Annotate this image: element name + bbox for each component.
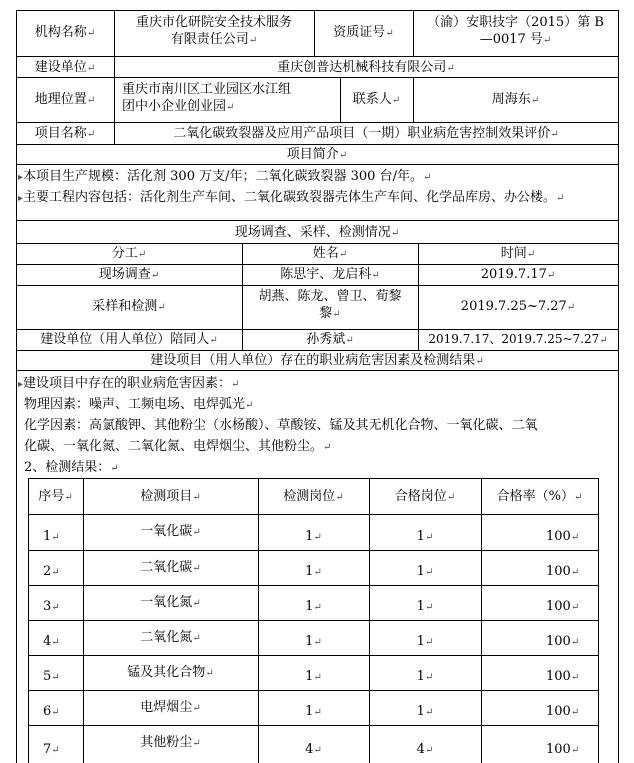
results-cell-no-text: 4 [43,634,52,649]
builder-label [16,59,114,77]
location-label [16,91,114,109]
paragraph-mark: ↵ [424,707,434,718]
hazard-chemical-1 [24,417,538,434]
project-value [114,125,618,143]
survey-row-2-work-text: 采样和检测 [92,299,158,314]
results-cell-rate-text: 100 [546,742,571,757]
rule [16,243,618,244]
paragraph-mark: ↵ [570,707,580,718]
project-label-text: 项目名称 [34,126,87,141]
results-header-no-text: 序号 [38,489,65,504]
results-header-no [28,488,83,506]
paragraph-mark: ↵ [313,672,322,683]
results-cell-rate [481,598,598,616]
rule [28,514,598,515]
paragraph-mark: ↵ [599,335,608,346]
paragraph-mark: ↵ [313,745,322,756]
rule [598,478,599,763]
paragraph-mark: ↵ [192,492,201,503]
results-cell-no [28,598,83,616]
intro-line-2-text: 主要工程内容包括：活化剂生产车间、二氧化碳致裂器壳体生产车间、化学品库房、办公楼。 [23,190,557,205]
results-header-item-text: 检测项目 [140,489,193,504]
results-cell-rate-text: 100 [546,599,571,614]
intro-heading-text: 项目简介 [286,147,339,162]
paragraph-mark: ↵ [475,356,484,367]
results-cell-qualified [369,563,481,581]
paragraph-mark: ↵ [446,63,455,74]
bullet-marker: ▸ [18,193,24,204]
results-cell-qualified-text: 1 [416,634,425,649]
contact-label [340,91,413,109]
survey-row-3-name-text: 孙秀斌 [306,332,346,347]
intro-heading [16,146,618,164]
paragraph-mark: ↵ [573,492,583,503]
results-cell-item-text: 一氧化氮 [140,595,193,610]
results-cell-qualified [369,703,481,721]
intro-line-1-text: 本项目生产规模：活化剂 300 万支/年；二氧化碳致裂器 300 台/年。 [23,169,423,184]
hazard-heading-text: 建设项目（用人单位）存在的职业病危害因素及检测结果 [150,353,476,368]
results-cell-tested [258,741,369,759]
results-cell-tested-text: 1 [305,634,314,649]
results-cell-tested-text: 1 [305,529,314,544]
paragraph-mark: ↵ [313,602,322,613]
survey-col-work [16,245,242,263]
rule [28,620,598,621]
results-cell-item [83,664,258,682]
rule [16,264,618,265]
rule [16,164,618,165]
results-cell-qualified [369,668,481,686]
results-cell-tested [258,703,369,721]
results-cell-no [28,703,83,721]
survey-row-2-name [242,288,418,323]
results-cell-item-text: 二氧化氮 [140,630,193,645]
qual-label [314,24,413,42]
results-cell-rate [481,741,598,759]
results-cell-item [83,629,258,647]
survey-row-3-work [16,331,242,349]
survey-col-name-text: 姓名 [312,246,339,261]
rule [16,10,618,11]
paragraph-mark: ↵ [51,532,60,543]
results-cell-tested [258,598,369,616]
rule [16,77,618,78]
results-cell-item-text: 一氧化碳 [140,524,193,539]
survey-col-work-text: 分工 [111,246,138,261]
rule [16,220,618,221]
hazard-chemical-line-2: 化碳、一氧化氮、二氧化氮、电焊烟尘、其他粉尘。 [24,439,324,454]
results-cell-rate [481,668,598,686]
results-header-tested-text: 检测岗位 [283,489,336,504]
paragraph-mark: ↵ [51,602,60,613]
paragraph-mark: ↵ [192,527,201,538]
results-cell-no-text: 6 [43,704,52,719]
results-header-rate-text: 合格率（%） [496,489,574,504]
survey-row-2-time-text: 2019.7.25~7.27 [460,299,567,314]
paragraph-mark: ↵ [422,172,432,183]
location-value [122,81,336,116]
results-cell-tested [258,633,369,651]
paragraph-mark: ↵ [51,707,60,718]
results-cell-tested-text: 1 [305,599,314,614]
contact-label-text: 联系人 [352,92,392,107]
paragraph-mark: ↵ [192,738,201,749]
results-cell-tested-text: 1 [305,564,314,579]
paragraph-mark: ↵ [51,637,60,648]
results-cell-no [28,563,83,581]
org-line-2: 有限责任公司 [170,32,249,47]
hazard-chemical-2 [24,438,331,456]
location-line-1: 重庆市南川区工业园区水江组 [122,82,292,97]
paragraph-mark: ↵ [86,95,96,106]
results-cell-qualified-text: 1 [416,704,425,719]
paragraph-mark: ↵ [556,193,565,204]
contact-value [413,91,618,109]
paragraph-mark: ↵ [424,602,434,613]
survey-row-1-work-text: 现场调查 [98,267,151,282]
org-label-text: 机构名称 [34,25,87,40]
results-cell-rate [481,563,598,581]
builder-value [114,59,618,77]
results-cell-tested [258,528,369,546]
paragraph-mark: ↵ [530,95,540,106]
survey-col-name [242,245,418,263]
paragraph-mark: ↵ [446,492,456,503]
survey-row-1-name-text: 陈思宇、龙启科 [280,267,372,282]
paragraph-mark: ↵ [313,637,322,648]
paragraph-mark: ↵ [51,672,60,683]
results-cell-tested [258,668,369,686]
paragraph-mark: ↵ [150,270,160,281]
hazard-physical [24,396,253,414]
paragraph-mark: ↵ [313,567,322,578]
rule [16,122,618,123]
builder-value-text: 重庆创普达机械科技有限公司 [277,60,447,75]
results-header-tested [258,488,369,506]
rule [16,56,618,57]
results-cell-item-text: 锰及其化合物 [127,665,206,680]
results-header-rate [481,488,598,506]
rule [16,144,618,145]
survey-row-3-time [418,331,618,349]
results-cell-no-text: 1 [43,529,52,544]
results-cell-no [28,741,83,759]
results-cell-item [83,699,258,717]
results-cell-qualified [369,741,481,759]
bullet-marker: ▸ [18,379,24,390]
location-line-2: 团中小企业创业园 [122,99,227,114]
results-cell-tested-text: 1 [305,669,314,684]
project-label [16,125,114,143]
rule [16,350,618,351]
paragraph-mark: ↵ [335,492,344,503]
paragraph-mark: ↵ [570,745,580,756]
results-header-qualified [369,488,481,506]
results-cell-qualified [369,633,481,651]
paragraph-mark: ↵ [424,745,434,756]
intro-line-2 [18,189,564,207]
results-cell-rate-text: 100 [546,529,571,544]
qual-value [413,14,618,49]
paragraph-mark: ↵ [424,567,434,578]
qual-line-2: —0017 号 [479,32,543,47]
paragraph-mark: ↵ [570,602,580,613]
results-cell-item [83,559,258,577]
results-cell-item-text: 二氧化碳 [140,560,193,575]
paragraph-mark: ↵ [526,249,536,260]
results-header-item [83,488,258,506]
results-cell-rate [481,528,598,546]
results-cell-no [28,668,83,686]
results-cell-tested [258,563,369,581]
results-cell-no [28,633,83,651]
qual-label-text: 资质证号 [333,25,386,40]
paragraph-mark: ↵ [137,249,147,260]
paragraph-mark: ↵ [192,633,201,644]
results-cell-no [28,528,83,546]
paragraph-mark: ↵ [205,668,214,679]
paragraph-mark: ↵ [248,35,258,46]
org-label [16,24,114,42]
paragraph-mark: ↵ [338,249,348,260]
survey-row-2-name-line-2: 黎 [319,306,333,321]
rule [16,285,618,286]
hazard-physical-text: 物理因素：噪声、工频电场、电焊弧光 [24,397,246,412]
survey-row-3-work-text: 建设单位（用人单位）陪同人 [40,332,210,347]
paragraph-mark: ↵ [570,567,580,578]
rule [83,478,84,763]
paragraph-mark: ↵ [424,637,434,648]
paragraph-mark: ↵ [192,563,201,574]
paragraph-mark: ↵ [323,442,332,453]
project-value-text: 二氧化碳致裂器及应用产品项目（一期）职业病危害控制效果评价 [173,126,551,141]
results-cell-qualified-text: 1 [416,564,425,579]
paragraph-mark: ↵ [51,567,60,578]
paragraph-mark: ↵ [313,707,322,718]
paragraph-mark: ↵ [231,379,240,390]
survey-row-1-time-text: 2019.7.17 [480,267,547,282]
qual-line-1: （渝）安职技字（2015）第 B [427,15,604,30]
contact-value-text: 周海东 [491,92,531,107]
paragraph-mark: ↵ [391,95,401,106]
results-cell-qualified [369,528,481,546]
paragraph-mark: ↵ [338,150,348,161]
results-cell-no-text: 5 [43,669,52,684]
survey-row-1-time [418,266,618,284]
survey-heading-text: 现场调查、采样、检测情况 [234,225,391,240]
intro-line-1 [18,168,431,186]
results-cell-item [83,594,258,612]
results-cell-qualified-text: 1 [416,529,425,544]
bullet-marker: ▸ [18,172,24,183]
paragraph-mark: ↵ [570,672,580,683]
location-label-text: 地理位置 [34,92,87,107]
survey-heading [16,224,618,242]
org-value [114,14,314,49]
rule [618,10,619,763]
paragraph-mark: ↵ [86,28,96,39]
results-cell-tested-text: 1 [305,704,314,719]
results-header-qualified-text: 合格岗位 [394,489,447,504]
survey-row-2-work [16,298,242,316]
rule [16,10,17,763]
results-cell-rate-text: 100 [546,669,571,684]
rule [28,478,598,479]
paragraph-mark: ↵ [226,102,235,113]
survey-row-3-time-text: 2019.7.17、2019.7.25~7.27 [428,332,600,346]
paragraph-mark: ↵ [157,302,166,313]
results-cell-item [83,734,258,752]
results-cell-item-text: 其他粉尘 [140,735,193,750]
hazard-item-2 [24,459,119,477]
paragraph-mark: ↵ [546,270,556,281]
hazard-item-1 [18,375,239,393]
paragraph-mark: ↵ [570,637,580,648]
results-cell-qualified-text: 1 [416,599,425,614]
results-cell-item [83,523,258,541]
paragraph-mark: ↵ [110,463,119,474]
hazard-item-2-text: 2、检测结果： [24,460,111,475]
survey-row-1-name [242,266,418,284]
rule [28,655,598,656]
hazard-item-1-text: 建设项目中存在的职业病危害因素： [23,376,232,391]
paragraph-mark: ↵ [385,28,394,39]
paragraph-mark: ↵ [86,63,96,74]
results-cell-no-text: 7 [43,742,52,757]
results-cell-qualified-text: 1 [416,669,425,684]
rule [28,690,598,691]
results-cell-rate-text: 100 [546,704,571,719]
survey-row-3-name [242,331,418,349]
rule [28,550,598,551]
paragraph-mark: ↵ [371,270,380,281]
paragraph-mark: ↵ [51,745,60,756]
paragraph-mark: ↵ [313,532,322,543]
paragraph-mark: ↵ [192,598,201,609]
results-cell-item-text: 电焊烟尘 [140,700,193,715]
rule [16,370,618,371]
rule [28,585,598,586]
paragraph-mark: ↵ [570,532,580,543]
results-cell-no-text: 2 [43,564,52,579]
paragraph-mark: ↵ [245,400,254,411]
results-cell-rate-text: 100 [546,634,571,649]
paragraph-mark: ↵ [332,309,341,320]
results-cell-rate [481,703,598,721]
survey-row-1-work [16,266,242,284]
survey-col-time [418,245,618,263]
results-cell-rate-text: 100 [546,564,571,579]
results-cell-no-text: 3 [43,599,52,614]
hazard-heading [16,352,618,370]
survey-row-2-time [418,298,618,316]
paragraph-mark: ↵ [345,335,354,346]
rule [16,329,618,330]
rule [28,725,598,726]
results-cell-qualified [369,598,481,616]
results-cell-rate [481,633,598,651]
results-cell-qualified-text: 4 [416,742,425,757]
results-cell-tested-text: 4 [305,742,314,757]
survey-row-2-name-line-1: 胡燕、陈龙、曾卫、荀黎 [258,289,402,304]
builder-label-text: 建设单位 [34,60,87,75]
org-line-1: 重庆市化研院安全技术服务 [135,15,292,30]
paragraph-mark: ↵ [209,335,218,346]
paragraph-mark: ↵ [542,35,552,46]
paragraph-mark: ↵ [86,129,96,140]
survey-col-time-text: 时间 [500,246,527,261]
paragraph-mark: ↵ [390,228,400,239]
paragraph-mark: ↵ [550,129,559,140]
paragraph-mark: ↵ [192,703,201,714]
paragraph-mark: ↵ [424,672,434,683]
paragraph-mark: ↵ [566,302,576,313]
hazard-chemical-line-1: 化学因素：高氯酸钾、其他粉尘（水杨酸）、草酸铵、锰及其无机化合物、一氧化碳、二氧 [24,418,538,433]
paragraph-mark: ↵ [424,532,434,543]
paragraph-mark: ↵ [64,492,73,503]
